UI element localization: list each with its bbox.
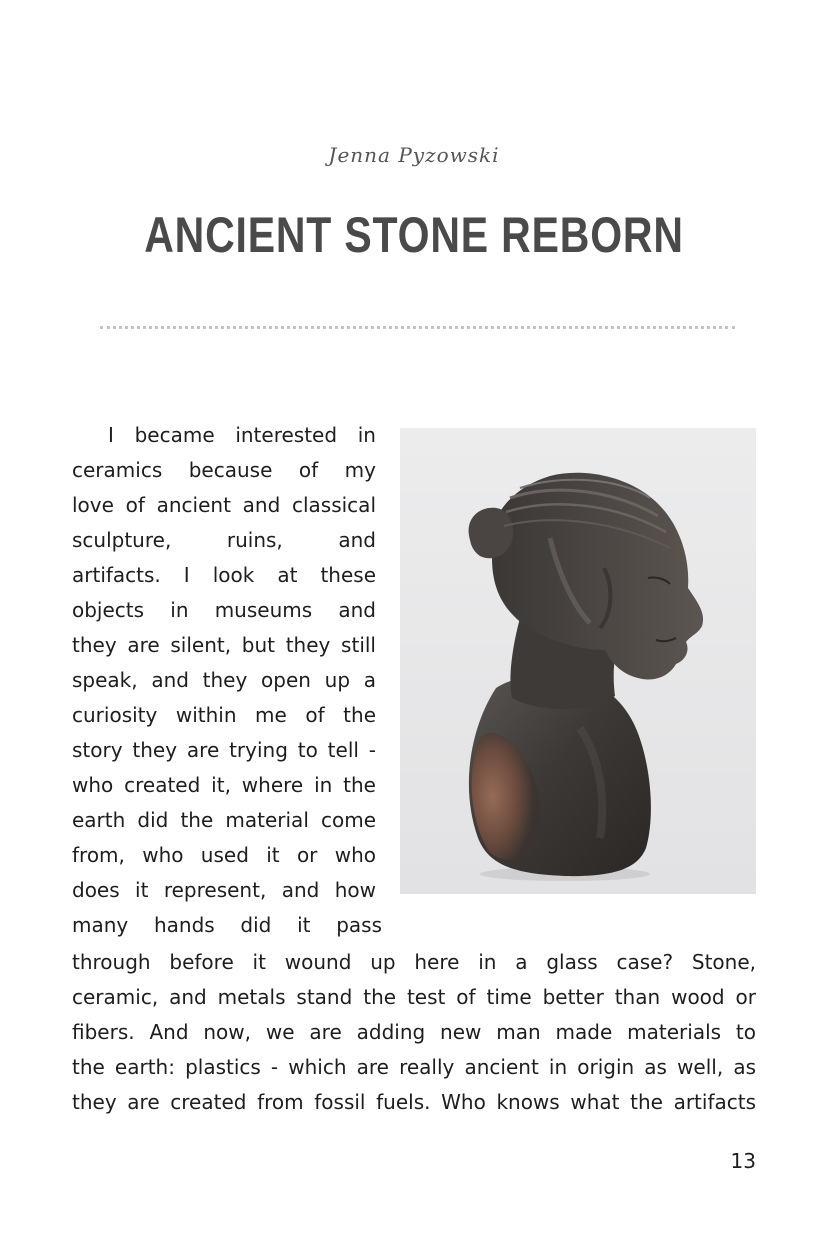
- body-text-line: love of ancient and classical: [72, 493, 376, 517]
- body-text-line: objects in museums and: [72, 598, 376, 622]
- bust-photo: [400, 428, 756, 894]
- body-text-line: does it represent, and how: [72, 878, 376, 902]
- body-text-line: I became interested in: [108, 423, 376, 447]
- body-text-line: ceramics because of my: [72, 458, 376, 482]
- article-title: ANCIENT STONE REBORN: [144, 207, 684, 263]
- body-text-line: the earth: plastics - which are really ancient in origin as well, as: [72, 1055, 756, 1079]
- body-text-line: curiosity within me of the: [72, 703, 376, 727]
- body-text-line: fibers. And now, we are adding new man made materials to: [72, 1020, 756, 1044]
- bust-sculpture-image: [400, 428, 756, 894]
- body-text-line: ceramic, and metals stand the test of time better than wood or: [72, 985, 756, 1009]
- body-text-line: earth did the material come: [72, 808, 376, 832]
- body-text-line: artifacts. I look at these: [72, 563, 376, 587]
- body-text-line: through before it wound up here in a glass case? Stone,: [72, 950, 756, 974]
- page-number: 13: [730, 1149, 756, 1173]
- dotted-divider: [100, 326, 735, 329]
- body-text-line: story they are trying to tell -: [72, 738, 376, 762]
- body-text-line: from, who used it or who: [72, 843, 376, 867]
- body-text-line: they are silent, but they still: [72, 633, 376, 657]
- body-text-line: who created it, where in the: [72, 773, 376, 797]
- body-text-line: speak, and they open up a: [72, 668, 376, 692]
- body-text-line: they are created from fossil fuels. Who knows what the artifacts: [72, 1090, 756, 1114]
- body-text-line: many hands did it pass: [72, 913, 382, 937]
- body-text-line: sculpture, ruins, and: [72, 528, 376, 552]
- author-name: Jenna Pyzowski: [328, 143, 500, 167]
